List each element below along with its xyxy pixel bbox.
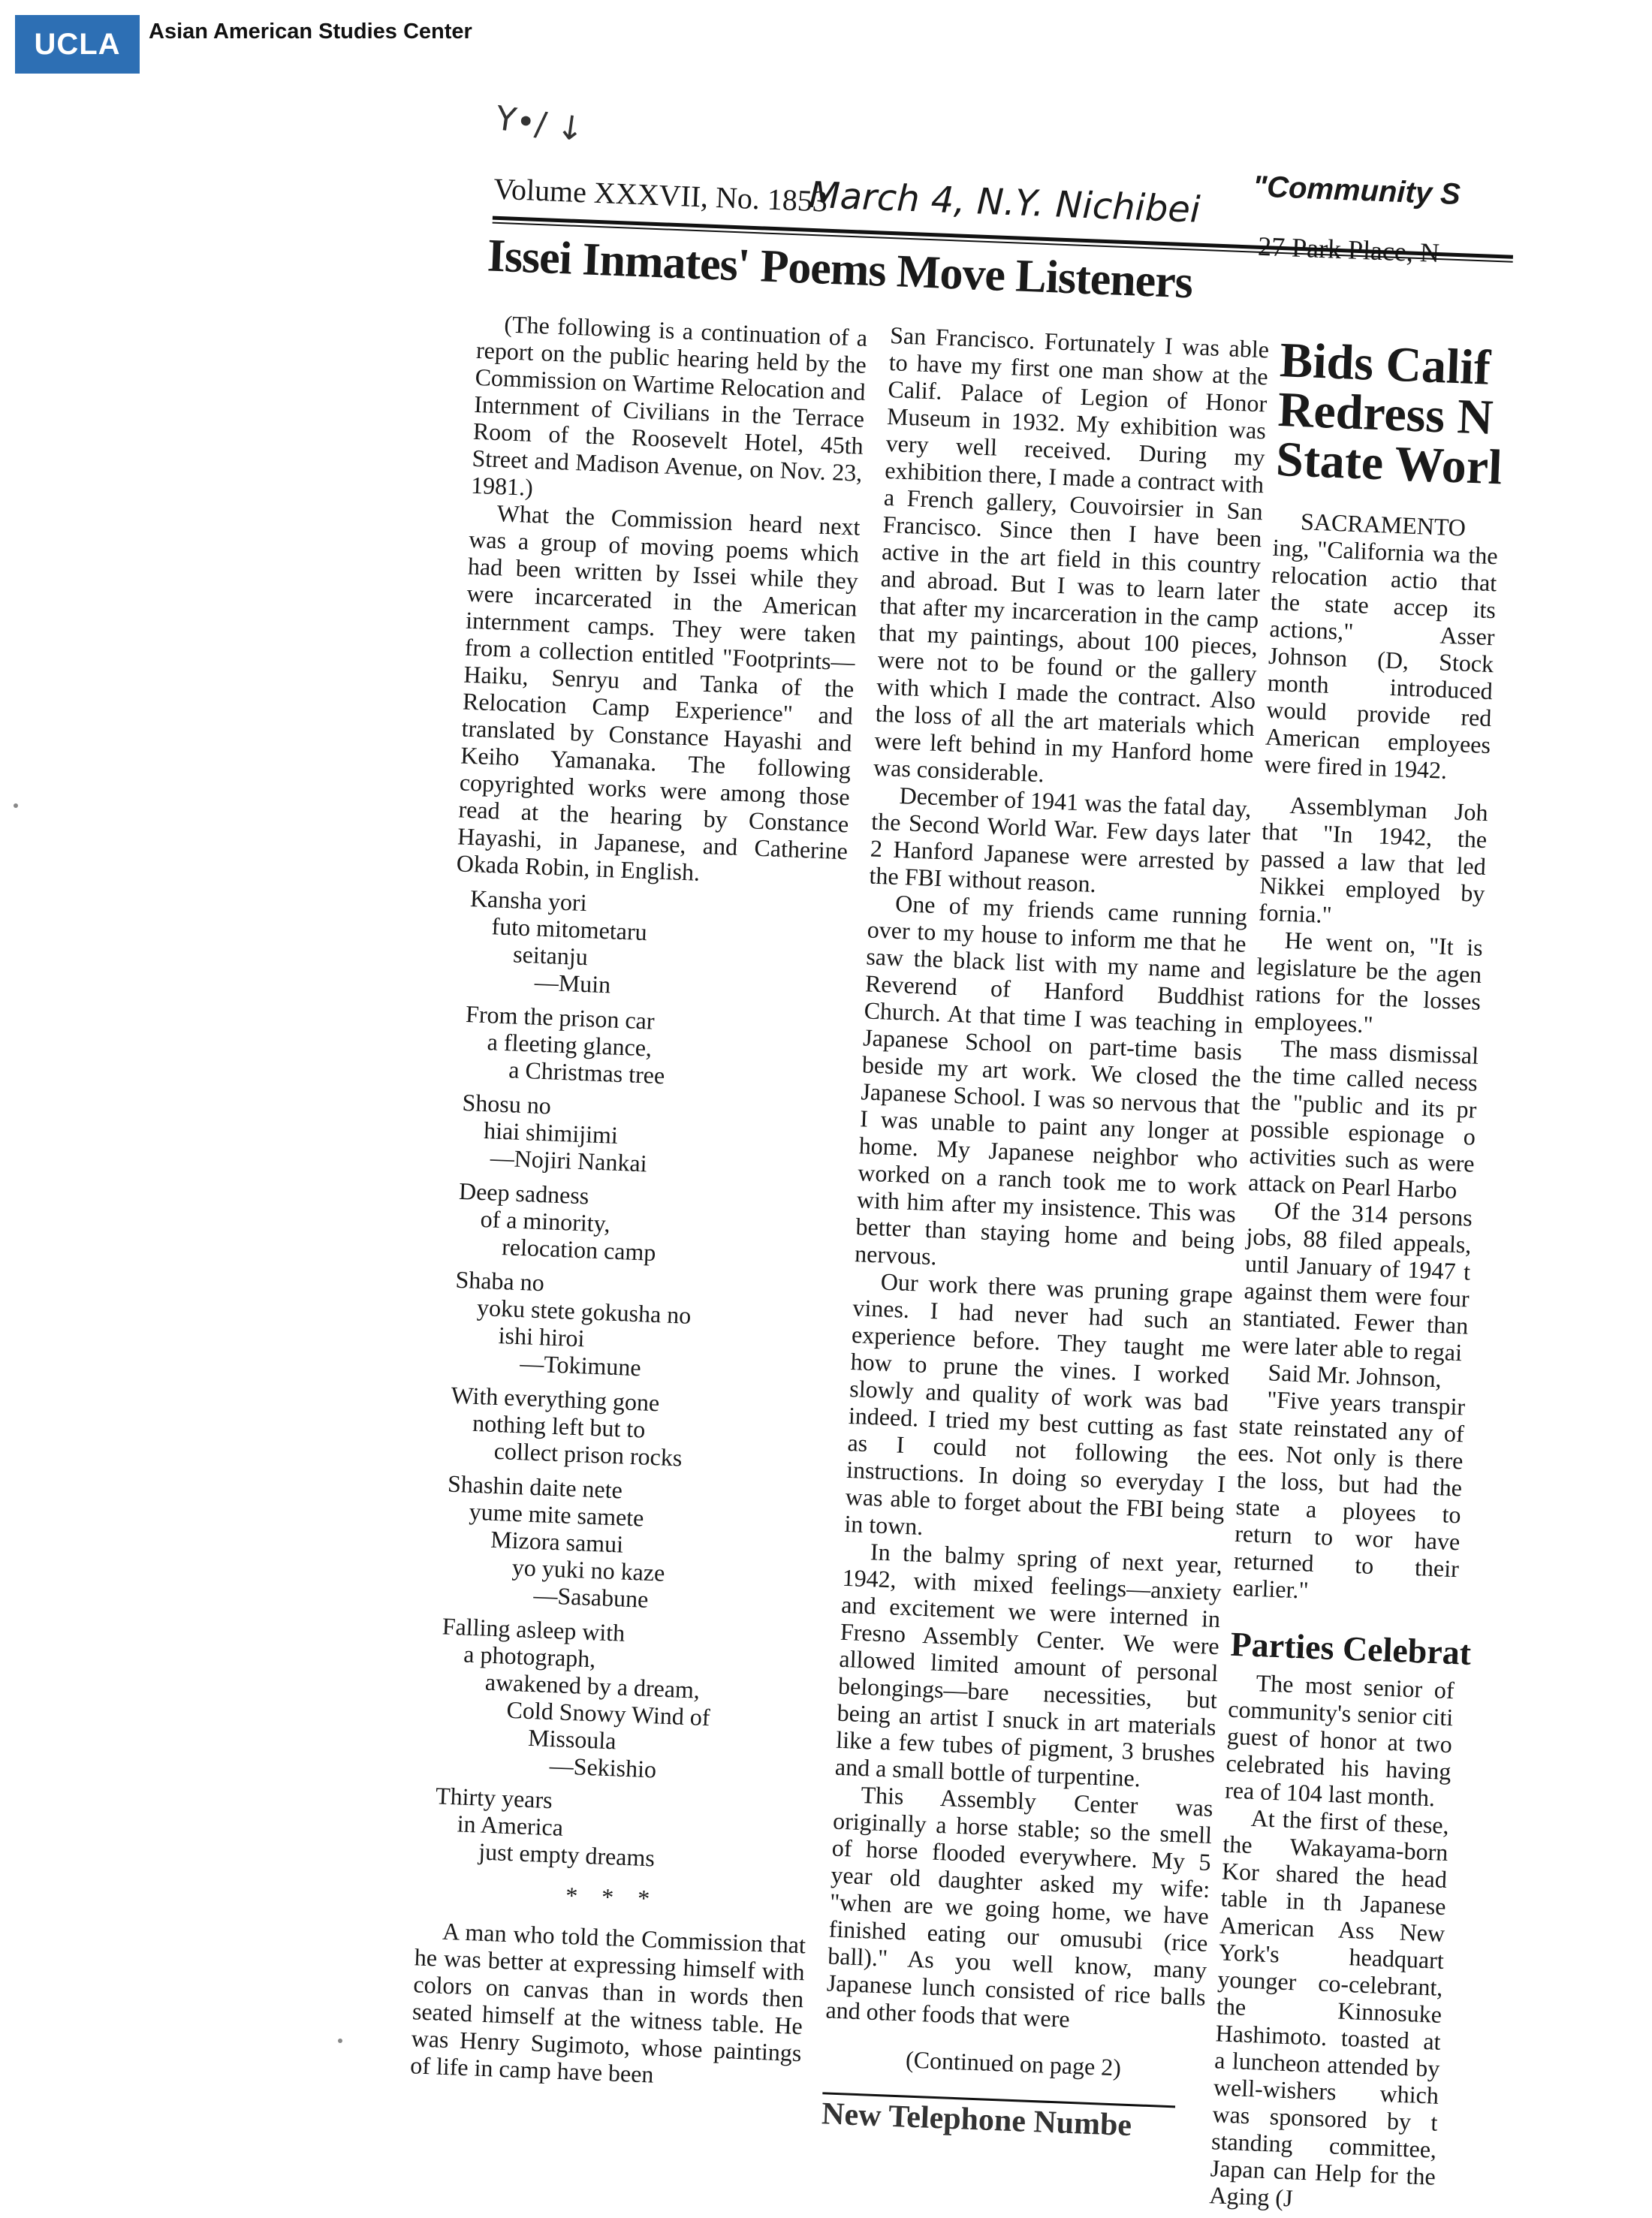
poem bbox=[448, 999, 842, 1095]
poem-author: —Nojiri Nankai bbox=[490, 1144, 648, 1177]
article-headline: Issei Inmates' Poems Move Listeners bbox=[486, 230, 1194, 309]
continued-notice: (Continued on page 2) bbox=[905, 2045, 1122, 2081]
poem-author: —Tokimune bbox=[519, 1349, 642, 1382]
poem bbox=[437, 1265, 831, 1388]
poem-line: Missoula bbox=[527, 1723, 617, 1755]
poem bbox=[445, 1088, 838, 1184]
poem-line: From the prison car bbox=[465, 1000, 656, 1035]
poem-line: yoku stete gokusha no bbox=[476, 1293, 692, 1329]
article-paragraph: At the first of these, the Wakayama-born Kor shared the head table in th Japanese American Ass New York's headquart younger co-celebrant, the Kinnosuke Hashimoto. toasted at a luncheon attended by well-wishers which was sponsored by t standing committee, Japan can Help for the Aging (J bbox=[1208, 1804, 1450, 2212]
volume-number: Volume XXXVII, No. 1853 bbox=[493, 171, 828, 218]
poem-line: Falling asleep with bbox=[442, 1612, 626, 1647]
poem bbox=[442, 1177, 835, 1273]
poem-line: nothing left but to bbox=[472, 1409, 647, 1443]
poem-line: Kansha yori bbox=[469, 884, 588, 917]
poem bbox=[418, 1781, 812, 1877]
poem-author: —Sasabune bbox=[532, 1581, 649, 1613]
handwritten-date-source: March 4, N.Y. Nichibei bbox=[808, 173, 1201, 231]
poem-line: collect prison rocks bbox=[493, 1436, 683, 1472]
paper-title: "Community S bbox=[1252, 170, 1461, 212]
article-paragraph: In the balmy spring of next year, 1942, with mixed feelings—anxiety and excitement we were interned in Fresno Assembly Center. We were allowed limited amount of personal belongings—bare necessities, but being an artist I snuck in art materials like a few tubes of pigment, 3 brushes and a small bottle of turpentine. bbox=[834, 1538, 1223, 1792]
poem bbox=[421, 1612, 818, 1789]
article-paragraph: Our work there was pruning grape vines. I had never had such an experience before. They taught me how to prune the vines. I worked slowly and quality of work was bad indeed. I tried my best cutting as fast as I could not following the instructions. In doing so everyday I was able to forget about the FBI being in town. bbox=[843, 1267, 1234, 1540]
poem-line: awakened by a dream, bbox=[484, 1668, 701, 1704]
headline-line: State Worl bbox=[1274, 431, 1503, 496]
article-paragraph: What the Commission heard next was a group of moving poems which had been written by Issei while they were incarcerated in the American internment camps. They were taken from a collection entitled "Footprints—Haiku, Senryu and Tanka of the Relocation Camp Experience" and translated by Constance Hayashi and Keiho Yamanaka. The following copyrighted works were among those read at the hearing by Constance Hayashi, in Japanese, and Catherine Okada Robin, in English. bbox=[456, 499, 861, 886]
article-paragraph: The most senior of community's senior citi guest of honor at two celebrated his having rea of 104 last month. bbox=[1224, 1669, 1455, 1812]
poem-line: Shashin daite nete bbox=[447, 1469, 623, 1504]
scan-speck bbox=[14, 803, 18, 808]
poem-line: just empty dreams bbox=[478, 1837, 656, 1872]
article-paragraph: One of my friends came running over to my house to inform me that he saw the black list with my name and Reverend of Hanford Buddhist Church. At that time I was teaching in Japanese School on part-time basis beside my art work. We closed the Japanese School. I was so nervous that I was unable to paint any longer at home. My Japanese neighbor who worked on a ranch took me to work with him after my insistence. This was better than staying home and being nervous. bbox=[854, 889, 1248, 1270]
poem-line: ishi hiroi bbox=[498, 1321, 586, 1352]
poem-line: Shaba no bbox=[454, 1265, 545, 1297]
poem-line: With everything gone bbox=[451, 1381, 660, 1417]
poem-line: in America bbox=[457, 1810, 564, 1841]
article-paragraph: "Five years transpir state reinstated any of ees. Not only is there the loss, but had the state a ployees to return to wor have returned to their earlier." bbox=[1231, 1385, 1466, 1604]
article-paragraph: A man who told the Commission that he was better at expressing himself with colors on canvas than in words then seated himself at the witness table. He was Henry Sugimoto, whose paintings of life in camp have been bbox=[409, 1917, 806, 2088]
poem bbox=[428, 1469, 824, 1620]
article-paragraph: Said Mr. Johnson, bbox=[1267, 1358, 1442, 1393]
article-column-2 bbox=[821, 321, 1270, 2142]
poem-line: futo mitometaru bbox=[491, 912, 648, 946]
poem-line: a fleeting glance, bbox=[487, 1028, 653, 1062]
poem-author: —Muin bbox=[534, 968, 611, 999]
article-paragraph: Assemblyman Joh that "In 1942, the passed a law that led Nikkei employed by fornia." bbox=[1258, 791, 1489, 929]
article-paragraph: He went on, "It is legislature be the agen rations for the losses employees." bbox=[1253, 926, 1484, 1038]
article2-headline bbox=[1274, 333, 1506, 496]
poem-line: yo yuki no kaze bbox=[511, 1553, 666, 1587]
poem bbox=[433, 1381, 827, 1477]
headline-line: Redress N bbox=[1277, 381, 1494, 445]
poem-line: relocation camp bbox=[501, 1233, 657, 1266]
poem-line: Deep sadness bbox=[458, 1177, 589, 1210]
article-paragraph: Of the 314 persons jobs, 88 filed appeals, until January of 1947 t against them were four stantiated. Fewer than were later able to regai bbox=[1241, 1196, 1473, 1367]
ucla-logo: UCLA bbox=[15, 15, 140, 74]
paper-address: 27 Park Place, N bbox=[1257, 231, 1440, 269]
poem-line: Shosu no bbox=[461, 1088, 552, 1120]
article-paragraph: December of 1941 was the fatal day, the Second World War. Few days later 2 Hanford Japanese were arrested by the FBI without reason. bbox=[868, 781, 1253, 898]
poem-line: seitanju bbox=[512, 940, 589, 971]
poem-line: a photograph, bbox=[463, 1640, 596, 1673]
poem-author: —Sekishio bbox=[549, 1752, 657, 1783]
center-name: Asian American Studies Center bbox=[149, 20, 472, 44]
handwritten-scribble: Y•/ ↓ bbox=[493, 99, 587, 149]
poem-line: a Christmas tree bbox=[508, 1056, 665, 1089]
poem bbox=[451, 884, 846, 1007]
article-column-1 bbox=[410, 309, 868, 2093]
article-intro: (The following is a continuation of a report on the public hearing held by the Commission on Wartime Relocation and Internment of Civilians in the Terrace Room of the Roosevelt Hotel, 45th Street and Madison Avenue, on Nov. 23, 1981.) bbox=[470, 310, 868, 501]
article-paragraph: This Assembly Center was originally a horse stable; so the smell of horse flooded everywhere. My 5 year old daughter asked my wife: "when are we going home, we have finished eating our omusubi (rice ball)." As you well know, many Japanese lunch consisted of rice balls and other foods that were bbox=[824, 1781, 1214, 2033]
newspaper-clipping bbox=[345, 135, 1503, 2212]
article3-headline: Parties Celebrat bbox=[1229, 1624, 1473, 1673]
headline-line: Bids Calif bbox=[1279, 333, 1492, 396]
next-article-headline: New Telephone Numbe bbox=[821, 2096, 1132, 2144]
article-paragraph: The mass dismissal the time called necess the "public and its pr possible espionage o activities such as were attack on Pearl Harbo bbox=[1247, 1034, 1479, 1204]
section-divider: * * * bbox=[565, 1881, 659, 1912]
poem-line: of a minority, bbox=[480, 1204, 611, 1237]
poem-line: hiai shimijimi bbox=[483, 1117, 619, 1149]
article-paragraph: SACRAMENTO ing, "California wa the relocation actio that the state accep its actions," Asser Johnson (D, Stock month introduced would provide red American employees were fired in 1942. bbox=[1264, 508, 1499, 784]
article-paragraph: San Francisco. Fortunately I was able to have my first one man show at the Calif. Palace of Legion of Honor Museum in 1932. My exhibition was very well received. During my exhibition there, I made a contract with a French gallery, Couvoirsier in San Francisco. Since then I have been active in the art field in this country and abroad. But I was to learn later that after my incarceration in the camp that my paintings, about 100 pieces, were not to be found or the gallery with which I made the contract. Also the loss of all the art materials which were left behind in my Hanford home was considerable. bbox=[873, 321, 1270, 788]
poem-line: Mizora samui bbox=[490, 1525, 624, 1558]
scan-speck bbox=[338, 2039, 342, 2043]
poem-line: yume mite samete bbox=[469, 1497, 645, 1532]
newspaper-page bbox=[272, 135, 1531, 2212]
poem-line: Thirty years bbox=[435, 1782, 553, 1814]
poem-line: Cold Snowy Wind of bbox=[505, 1695, 711, 1731]
